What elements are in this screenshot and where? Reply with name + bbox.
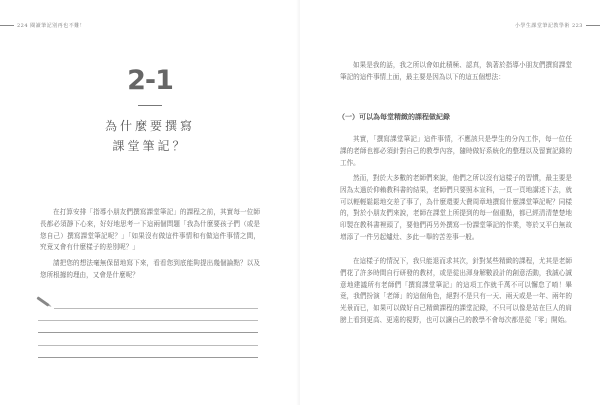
pencil-icon	[36, 296, 49, 306]
writing-line[interactable]	[38, 345, 258, 346]
header-rule	[0, 25, 14, 26]
chapter-title-line2: 課堂筆記？	[112, 139, 188, 153]
right-running-head-text: 小學生課堂筆記教學術 223	[514, 23, 583, 29]
writing-line[interactable]	[38, 332, 258, 333]
right-intro-paragraph: 如果是我的話，我之所以會如此積極、認真，執著於指導小朋友們撰寫課堂筆記的這件事情上面，最主要是因為以下的這五個想法：	[340, 61, 572, 81]
right-running-head	[515, 22, 600, 29]
chapter-title-line1: 為什麼要撰寫	[104, 119, 195, 133]
writing-line[interactable]	[38, 320, 258, 321]
right-paragraph-2: 然而，對於大多數的老師們來說，他們之所以沒有這樣子的習慣，最主要是因為太過於仰賴教科書的結果，老師們只要照本宣科，一頁一頁地講述下去，就可以輕輕鬆鬆地交差了事了，為什麼還要大費周章地撰寫什麼課堂筆記呢？同樣的，對於小朋友們來說，老師在課堂上所提到的每一個重點，都已經清清楚楚地印製在教科書裡頭了，要他們再另外撰寫一份課堂筆記的作業，等於又平白無故增添了一件另起爐灶、多此一舉的苦差事一般。	[340, 174, 572, 241]
left-running-head	[0, 22, 85, 29]
writing-line[interactable]	[54, 308, 258, 309]
chapter-title	[0, 116, 300, 156]
chapter-number: 2-1	[127, 65, 173, 96]
left-paragraph-1: 在打算安排「指導小朋友們撰寫課堂筆記」的課程之前，其實每一位師長都必須靜下心來，好好地思考一下這兩個問題「我為什麼要孩子們（或是您自己）撰寫課堂筆記呢？」「如果沒有做這件事情和有做這件事情之間，究竟又會有什麼樣子的差別呢？」	[40, 208, 260, 252]
right-paragraph-3: 在這樣子的情況下，我只能退而求其次，針對某些精緻的課程，尤其是老師們花了許多時間自行研發的教材，或是從出渾身解數設計的創意活動，我誠心誠意地建議所有老師們「撰寫課堂筆記」的這項工作就千萬不可以懈怠了唷！畢竟，我們扮演「老師」的這個角色，絕對不是只有一天、兩天或是一年、兩年的光景而已，如果可以做好自己精緻課程的課堂記錄，不只可以像是站在巨人的肩膀上看到更高、更遠的視野，也可以讓自己的教學不會每次都是從「零」開始。	[340, 257, 572, 324]
section-heading: （一）可以為每堂精緻的課程做紀錄	[338, 113, 450, 121]
header-rule	[586, 25, 600, 26]
right-paragraph-1: 其實，「撰寫課堂筆記」這件事情，不應該只是學生的分內工作，每一位任課的老師也都必須針對自己的教學內容，隨時做好系統化的整理以及留實記錄的工作。	[340, 135, 572, 167]
left-paragraph-2: 請把您的想法毫無保留地寫下來，看看您到底能夠提出幾個論點？以及您所根據的理由，又會是什麼呢？	[40, 259, 260, 279]
chapter-divider	[138, 105, 162, 106]
left-running-head-text: 224 閱讀筆記別再也不難！	[17, 23, 86, 29]
writing-line[interactable]	[38, 357, 258, 358]
